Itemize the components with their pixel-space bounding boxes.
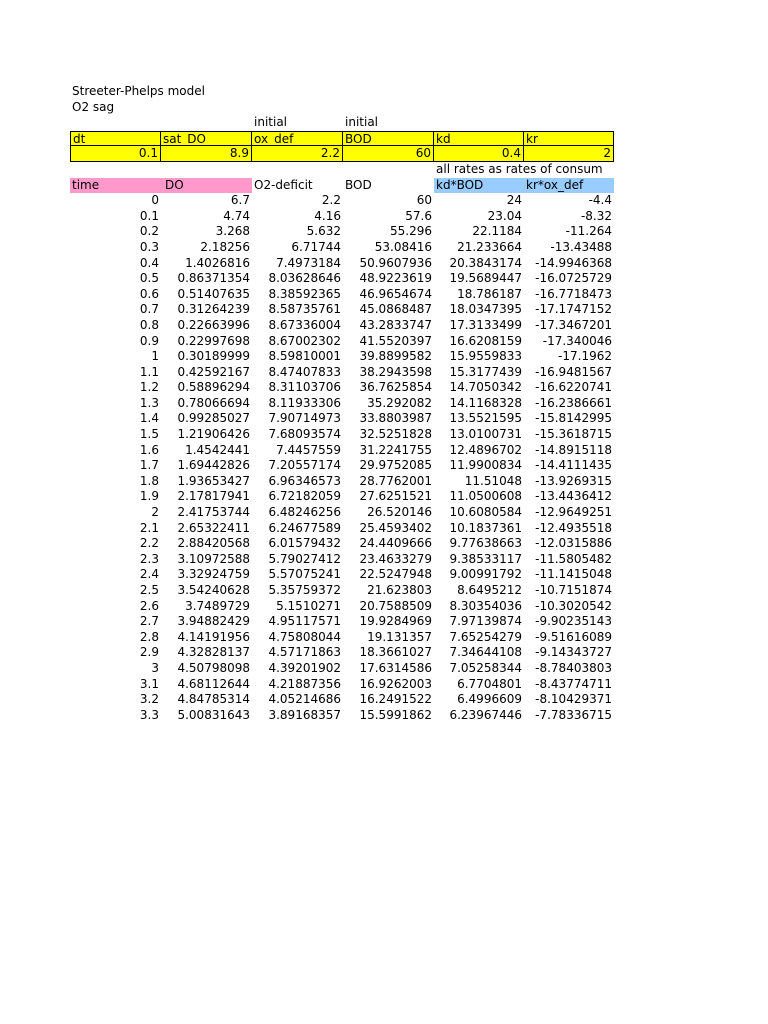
bod-cell[interactable]: 24.4409666	[359, 536, 432, 551]
kr-oxdef-cell[interactable]: -17.1747152	[535, 302, 612, 317]
time-cell[interactable]: 2.6	[139, 598, 159, 613]
o2-deficit-cell[interactable]: 4.16	[314, 208, 341, 223]
do-cell[interactable]: 3.268	[215, 224, 250, 239]
kd-bod-cell[interactable]: 9.38533117	[449, 551, 522, 566]
kd-bod-cell[interactable]: 7.97139874	[449, 614, 522, 629]
time-cell[interactable]: 0.3	[139, 239, 159, 254]
kr-oxdef-cell[interactable]: -16.0725729	[535, 271, 612, 286]
do-cell[interactable]: 4.50798098	[177, 660, 250, 675]
o2-deficit-cell[interactable]: 6.24677589	[268, 520, 341, 535]
do-cell[interactable]: 2.65322411	[177, 520, 250, 535]
table-row	[70, 599, 614, 615]
kd-bod-cell[interactable]: 6.4996609	[457, 692, 522, 707]
kr-oxdef-cell[interactable]: -13.9269315	[535, 473, 612, 488]
bod-cell[interactable]: 20.7588509	[359, 598, 432, 613]
bod-cell[interactable]: 31.2241755	[359, 442, 432, 457]
o2-deficit-cell[interactable]: 4.39201902	[268, 660, 341, 675]
table-row	[70, 677, 614, 693]
o2-deficit-cell[interactable]: 6.96346573	[268, 473, 341, 488]
do-cell[interactable]: 3.10972588	[177, 551, 250, 566]
o2-deficit-cell[interactable]: 5.35759372	[268, 583, 341, 597]
table-row	[70, 427, 614, 443]
do-cell[interactable]: 0.86371354	[177, 271, 250, 286]
o2-deficit-cell[interactable]: 4.57171863	[268, 645, 341, 660]
o2-deficit-cell[interactable]: 8.67002302	[268, 333, 341, 348]
kd-bod-cell[interactable]: 21.233664	[457, 239, 522, 254]
param-value-cell[interactable]: 60	[343, 146, 434, 162]
bod-cell[interactable]: 53.08416	[374, 239, 432, 254]
do-cell[interactable]: 0.30189999	[177, 349, 250, 364]
rates-note[interactable]: all rates as rates of consum	[436, 161, 603, 176]
do-cell[interactable]: 2.88420568	[177, 536, 250, 551]
table-row	[70, 645, 614, 661]
kd-bod-cell[interactable]: 8.30354036	[449, 598, 522, 613]
do-cell[interactable]: 5.00831643	[177, 707, 250, 722]
time-cell[interactable]: 1.9	[139, 489, 159, 504]
kd-bod-cell[interactable]: 22.1184	[472, 224, 522, 239]
time-cell[interactable]: 1.7	[139, 458, 159, 473]
data-table-body	[70, 193, 614, 723]
kr-oxdef-cell[interactable]: -8.10429371	[535, 692, 612, 707]
time-cell[interactable]: 3.1	[139, 676, 159, 691]
table-row	[70, 334, 614, 350]
bod-cell[interactable]: 39.8899582	[359, 349, 432, 364]
kd-bod-cell[interactable]: 23.04	[487, 208, 522, 223]
kr-oxdef-cell[interactable]: -10.7151874	[535, 583, 612, 597]
table-row	[70, 505, 614, 521]
bod-cell[interactable]: 23.4633279	[359, 551, 432, 566]
bod-cell[interactable]: 16.2491522	[359, 692, 432, 707]
time-cell[interactable]: 1.3	[139, 395, 159, 410]
kd-bod-cell[interactable]: 9.77638663	[449, 536, 522, 551]
time-cell[interactable]: 2.2	[139, 536, 159, 551]
kd-bod-cell[interactable]: 8.6495212	[457, 583, 522, 597]
column-header-bod[interactable]: BOD	[345, 177, 372, 192]
time-cell[interactable]: 0.6	[139, 286, 159, 301]
bod-cell[interactable]: 29.9752085	[359, 458, 432, 473]
o2-deficit-cell[interactable]: 5.79027412	[268, 551, 341, 566]
time-cell[interactable]: 2	[151, 505, 159, 520]
do-cell[interactable]: 0.31264239	[177, 302, 250, 317]
bod-cell[interactable]: 38.2943598	[359, 364, 432, 379]
time-cell[interactable]: 1	[151, 349, 159, 364]
time-cell[interactable]: 2.1	[139, 520, 159, 535]
o2-deficit-cell[interactable]: 8.38592365	[268, 286, 341, 301]
kr-oxdef-cell[interactable]: -17.1962	[558, 349, 612, 364]
table-row	[70, 256, 614, 272]
o2-deficit-cell[interactable]: 8.47407833	[268, 364, 341, 379]
o2-deficit-cell[interactable]: 6.48246256	[268, 505, 341, 520]
do-cell[interactable]: 4.32828137	[177, 645, 250, 660]
do-cell[interactable]: 3.7489729	[185, 598, 250, 613]
table-row	[70, 474, 614, 490]
kr-oxdef-cell[interactable]: -8.78403803	[535, 660, 612, 675]
do-cell[interactable]: 0.99285027	[177, 411, 250, 426]
time-cell[interactable]: 1.4	[139, 411, 159, 426]
o2-deficit-cell[interactable]: 8.59810001	[268, 349, 341, 364]
table-row	[70, 552, 614, 568]
subtitle-row	[70, 100, 614, 116]
table-row	[70, 536, 614, 552]
do-cell[interactable]: 1.69442826	[177, 458, 250, 473]
do-cell[interactable]: 0.58896294	[177, 380, 250, 395]
bod-cell[interactable]: 15.5991862	[359, 707, 432, 722]
kr-oxdef-cell[interactable]: -14.8915118	[535, 442, 612, 457]
kr-oxdef-cell[interactable]: -9.51616089	[535, 629, 612, 644]
do-cell[interactable]: 3.32924759	[177, 567, 250, 582]
bod-cell[interactable]: 55.296	[390, 224, 432, 239]
table-row	[70, 661, 614, 677]
kr-oxdef-cell[interactable]: -17.340046	[542, 333, 612, 348]
bod-cell[interactable]: 46.9654674	[359, 286, 432, 301]
table-row	[70, 271, 614, 287]
kd-bod-cell[interactable]: 11.0500608	[449, 489, 522, 504]
kr-oxdef-cell[interactable]: -12.0315886	[535, 536, 612, 551]
do-cell[interactable]: 0.22997698	[177, 333, 250, 348]
o2-deficit-cell[interactable]: 8.11933306	[268, 395, 341, 410]
time-cell[interactable]: 2.3	[139, 551, 159, 566]
do-cell[interactable]: 1.21906426	[177, 427, 250, 442]
time-cell[interactable]: 2.7	[139, 614, 159, 629]
table-row	[70, 692, 614, 708]
kd-bod-cell[interactable]: 10.1837361	[449, 520, 522, 535]
kr-oxdef-cell[interactable]: -4.4	[588, 193, 612, 208]
kr-oxdef-cell[interactable]: -15.8142995	[535, 411, 612, 426]
kr-oxdef-cell[interactable]: -11.264	[565, 224, 612, 239]
param-value-cell[interactable]: 2	[524, 146, 614, 162]
bod-cell[interactable]: 33.8803987	[359, 411, 432, 426]
bod-cell[interactable]: 27.6251521	[359, 489, 432, 504]
kr-oxdef-cell[interactable]: -9.90235143	[535, 614, 612, 629]
kd-bod-cell[interactable]: 9.00991792	[449, 567, 522, 582]
table-row	[70, 443, 614, 459]
time-cell[interactable]: 0	[151, 193, 159, 208]
o2-deficit-cell[interactable]: 8.31103706	[268, 380, 341, 395]
kd-bod-cell[interactable]: 14.1168328	[449, 395, 522, 410]
sheet-subtitle[interactable]: O2 sag	[72, 99, 115, 114]
bod-cell[interactable]: 28.7762001	[359, 473, 432, 488]
table-row	[70, 302, 614, 318]
bod-cell[interactable]: 19.9284969	[359, 614, 432, 629]
column-header-o2-deficit[interactable]: O2-deficit	[254, 177, 313, 192]
bod-cell[interactable]: 26.520146	[367, 505, 432, 520]
kr-oxdef-cell[interactable]: -8.32	[580, 208, 612, 223]
do-cell[interactable]: 1.93653427	[177, 473, 250, 488]
table-row	[70, 583, 614, 599]
kr-oxdef-cell[interactable]: -16.9481567	[535, 364, 612, 379]
time-cell[interactable]: 0.4	[139, 255, 159, 270]
do-cell[interactable]: 4.84785314	[177, 692, 250, 707]
kr-oxdef-cell[interactable]: -12.4935518	[535, 520, 612, 535]
o2-deficit-cell[interactable]: 2.2	[321, 193, 341, 208]
o2-deficit-cell[interactable]: 5.632	[306, 224, 341, 239]
time-cell[interactable]: 0.5	[139, 271, 159, 286]
param-header-cell[interactable]: BOD	[343, 131, 434, 147]
o2-deficit-cell[interactable]: 7.4973184	[276, 255, 341, 270]
table-row	[70, 287, 614, 303]
do-cell[interactable]: 4.68112644	[177, 676, 250, 691]
param-header-cell[interactable]: kr	[524, 131, 614, 147]
bod-cell[interactable]: 41.5520397	[359, 333, 432, 348]
kd-bod-cell[interactable]: 6.7704801	[457, 676, 522, 691]
bod-cell[interactable]: 43.2833747	[359, 317, 432, 332]
kd-bod-cell[interactable]: 13.5521595	[449, 411, 522, 426]
column-header-kr-oxdef[interactable]: kr*ox_def	[524, 178, 614, 194]
bod-cell[interactable]: 32.5251828	[359, 427, 432, 442]
do-cell[interactable]: 1.4542441	[185, 442, 250, 457]
table-row	[70, 240, 614, 256]
table-row	[70, 521, 614, 537]
bod-cell[interactable]: 45.0868487	[359, 302, 432, 317]
kd-bod-cell[interactable]: 13.0100731	[449, 427, 522, 442]
param-header-row	[70, 131, 614, 147]
bod-cell[interactable]: 21.623803	[367, 583, 432, 597]
time-cell[interactable]: 0.7	[139, 302, 159, 317]
time-cell[interactable]: 2.5	[139, 583, 159, 597]
kd-bod-cell[interactable]: 7.65254279	[449, 629, 522, 644]
table-row	[70, 411, 614, 427]
o2-deficit-cell[interactable]: 8.67336004	[268, 317, 341, 332]
spreadsheet	[70, 84, 614, 723]
param-header-cell[interactable]: ox_def	[252, 131, 343, 147]
table-row	[70, 614, 614, 630]
do-cell[interactable]: 2.17817941	[177, 489, 250, 504]
kd-bod-cell[interactable]: 18.0347395	[449, 302, 522, 317]
param-value-cell[interactable]: 2.2	[252, 146, 343, 162]
table-row	[70, 380, 614, 396]
time-cell[interactable]: 2.4	[139, 567, 159, 582]
time-cell[interactable]: 3	[151, 660, 159, 675]
do-cell[interactable]: 4.74	[223, 208, 250, 223]
kd-bod-cell[interactable]: 20.3843174	[449, 255, 522, 270]
time-cell[interactable]: 1.5	[139, 427, 159, 442]
o2-deficit-cell[interactable]: 6.72182059	[268, 489, 341, 504]
kr-oxdef-cell[interactable]: -11.1415048	[535, 567, 612, 582]
kr-oxdef-cell[interactable]: -9.14343727	[535, 645, 612, 660]
bod-cell[interactable]: 50.9607936	[359, 255, 432, 270]
bod-cell[interactable]: 36.7625854	[359, 380, 432, 395]
kd-bod-cell[interactable]: 14.7050342	[449, 380, 522, 395]
bod-cell[interactable]: 16.9262003	[359, 676, 432, 691]
kd-bod-cell[interactable]: 24	[506, 193, 522, 208]
kr-oxdef-cell[interactable]: -14.9946368	[535, 255, 612, 270]
kd-bod-cell[interactable]: 6.23967446	[449, 707, 522, 722]
kd-bod-cell[interactable]: 7.05258344	[449, 660, 522, 675]
column-header-kd-bod[interactable]: kd*BOD	[434, 178, 524, 194]
o2-deficit-cell[interactable]: 4.05214686	[268, 692, 341, 707]
o2-deficit-cell[interactable]: 6.71744	[291, 239, 341, 254]
kr-oxdef-cell[interactable]: -7.78336715	[535, 707, 612, 722]
do-cell[interactable]: 0.78066694	[177, 395, 250, 410]
param-header-cell[interactable]: dt	[70, 131, 161, 147]
title-row	[70, 84, 614, 100]
bod-cell[interactable]: 35.292082	[367, 395, 432, 410]
time-cell[interactable]: 2.8	[139, 629, 159, 644]
kr-oxdef-cell[interactable]: -8.43774711	[535, 676, 612, 691]
sheet-title[interactable]: Streeter-Phelps model	[72, 84, 205, 98]
note-row	[70, 162, 614, 178]
kd-bod-cell[interactable]: 19.5689447	[449, 271, 522, 286]
time-cell[interactable]: 1.2	[139, 380, 159, 395]
table-row	[70, 396, 614, 412]
kr-oxdef-cell[interactable]: -11.5805482	[535, 551, 612, 566]
kd-bod-cell[interactable]: 11.51048	[464, 473, 522, 488]
initial-labels-row	[70, 115, 614, 131]
table-row	[70, 224, 614, 240]
o2-deficit-cell[interactable]: 7.4457559	[276, 442, 341, 457]
kd-bod-cell[interactable]: 10.6080584	[449, 505, 522, 520]
kd-bod-cell[interactable]: 15.3177439	[449, 364, 522, 379]
kr-oxdef-cell[interactable]: -16.2386661	[535, 395, 612, 410]
o2-deficit-cell[interactable]: 6.01579432	[268, 536, 341, 551]
kr-oxdef-cell[interactable]: -10.3020542	[535, 598, 612, 613]
column-header-row	[70, 178, 614, 194]
kr-oxdef-cell[interactable]: -16.7718473	[535, 286, 612, 301]
bod-cell[interactable]: 25.4593402	[359, 520, 432, 535]
table-row	[70, 567, 614, 583]
do-cell[interactable]: 1.4026816	[185, 255, 250, 270]
time-cell[interactable]: 3.3	[139, 707, 159, 722]
time-cell[interactable]: 3.2	[139, 692, 159, 707]
kd-bod-cell[interactable]: 18.786187	[457, 286, 522, 301]
bod-cell[interactable]: 48.9223619	[359, 271, 432, 286]
initial-label-ox-def[interactable]: initial	[254, 115, 287, 130]
kd-bod-cell[interactable]: 17.3133499	[449, 317, 522, 332]
kd-bod-cell[interactable]: 12.4896702	[449, 442, 522, 457]
o2-deficit-cell[interactable]: 5.57075241	[268, 567, 341, 582]
kr-oxdef-cell[interactable]: -17.3467201	[535, 317, 612, 332]
do-cell[interactable]: 2.41753744	[177, 505, 250, 520]
o2-deficit-cell[interactable]: 7.90714973	[268, 411, 341, 426]
kr-oxdef-cell[interactable]: -16.6220741	[535, 380, 612, 395]
table-row	[70, 193, 614, 209]
param-value-row	[70, 146, 614, 162]
kr-oxdef-cell[interactable]: -15.3618715	[535, 427, 612, 442]
do-cell[interactable]: 2.18256	[200, 239, 250, 254]
o2-deficit-cell[interactable]: 8.03628646	[268, 271, 341, 286]
column-header-do[interactable]: DO	[161, 178, 252, 194]
kr-oxdef-cell[interactable]: -12.9649251	[535, 505, 612, 520]
kd-bod-cell[interactable]: 7.34644108	[449, 645, 522, 660]
bod-cell[interactable]: 17.6314586	[359, 660, 432, 675]
kd-bod-cell[interactable]: 15.9559833	[449, 349, 522, 364]
o2-deficit-cell[interactable]: 7.68093574	[268, 427, 341, 442]
param-value-cell[interactable]: 0.1	[70, 146, 161, 162]
o2-deficit-cell[interactable]: 3.89168357	[268, 707, 341, 722]
table-row	[70, 489, 614, 505]
table-row	[70, 318, 614, 334]
bod-cell[interactable]: 60	[416, 193, 432, 208]
do-cell[interactable]: 0.51407635	[177, 286, 250, 301]
o2-deficit-cell[interactable]: 4.21887356	[268, 676, 341, 691]
kd-bod-cell[interactable]: 11.9900834	[449, 458, 522, 473]
bod-cell[interactable]: 22.5247948	[359, 567, 432, 582]
o2-deficit-cell[interactable]: 7.20557174	[268, 458, 341, 473]
o2-deficit-cell[interactable]: 5.1510271	[276, 598, 341, 613]
time-cell[interactable]: 0.9	[139, 333, 159, 348]
kr-oxdef-cell[interactable]: -13.4436412	[535, 489, 612, 504]
bod-cell[interactable]: 57.6	[405, 208, 432, 223]
table-row	[70, 708, 614, 724]
do-cell[interactable]: 4.14191956	[177, 629, 250, 644]
table-row	[70, 365, 614, 381]
table-row	[70, 630, 614, 646]
o2-deficit-cell[interactable]: 4.95117571	[268, 614, 341, 629]
table-row	[70, 209, 614, 225]
column-header-time[interactable]: time	[70, 178, 161, 194]
kr-oxdef-cell[interactable]: -13.43488	[550, 239, 612, 254]
bod-cell[interactable]: 18.3661027	[359, 645, 432, 660]
initial-label-bod[interactable]: initial	[345, 115, 378, 130]
do-cell[interactable]: 0.22663996	[177, 317, 250, 332]
o2-deficit-cell[interactable]: 4.75808044	[268, 629, 341, 644]
do-cell[interactable]: 0.42592167	[177, 364, 250, 379]
o2-deficit-cell[interactable]: 8.58735761	[268, 302, 341, 317]
time-cell[interactable]: 0.8	[139, 317, 159, 332]
param-value-cell[interactable]: 0.4	[434, 146, 524, 162]
do-cell[interactable]: 3.54240628	[177, 583, 250, 597]
param-header-cell[interactable]: kd	[434, 131, 524, 147]
time-cell[interactable]: 1.6	[139, 442, 159, 457]
param-value-cell[interactable]: 8.9	[161, 146, 252, 162]
param-header-cell[interactable]: sat_DO	[161, 131, 252, 147]
do-cell[interactable]: 3.94882429	[177, 614, 250, 629]
time-cell[interactable]: 1.8	[139, 473, 159, 488]
kd-bod-cell[interactable]: 16.6208159	[449, 333, 522, 348]
time-cell[interactable]: 0.1	[139, 208, 159, 223]
table-row	[70, 349, 614, 365]
kr-oxdef-cell[interactable]: -14.4111435	[535, 458, 612, 473]
bod-cell[interactable]: 19.131357	[367, 629, 432, 644]
table-row	[70, 458, 614, 474]
time-cell[interactable]: 1.1	[139, 364, 159, 379]
do-cell[interactable]: 6.7	[230, 193, 250, 208]
time-cell[interactable]: 0.2	[139, 224, 159, 239]
time-cell[interactable]: 2.9	[139, 645, 159, 660]
